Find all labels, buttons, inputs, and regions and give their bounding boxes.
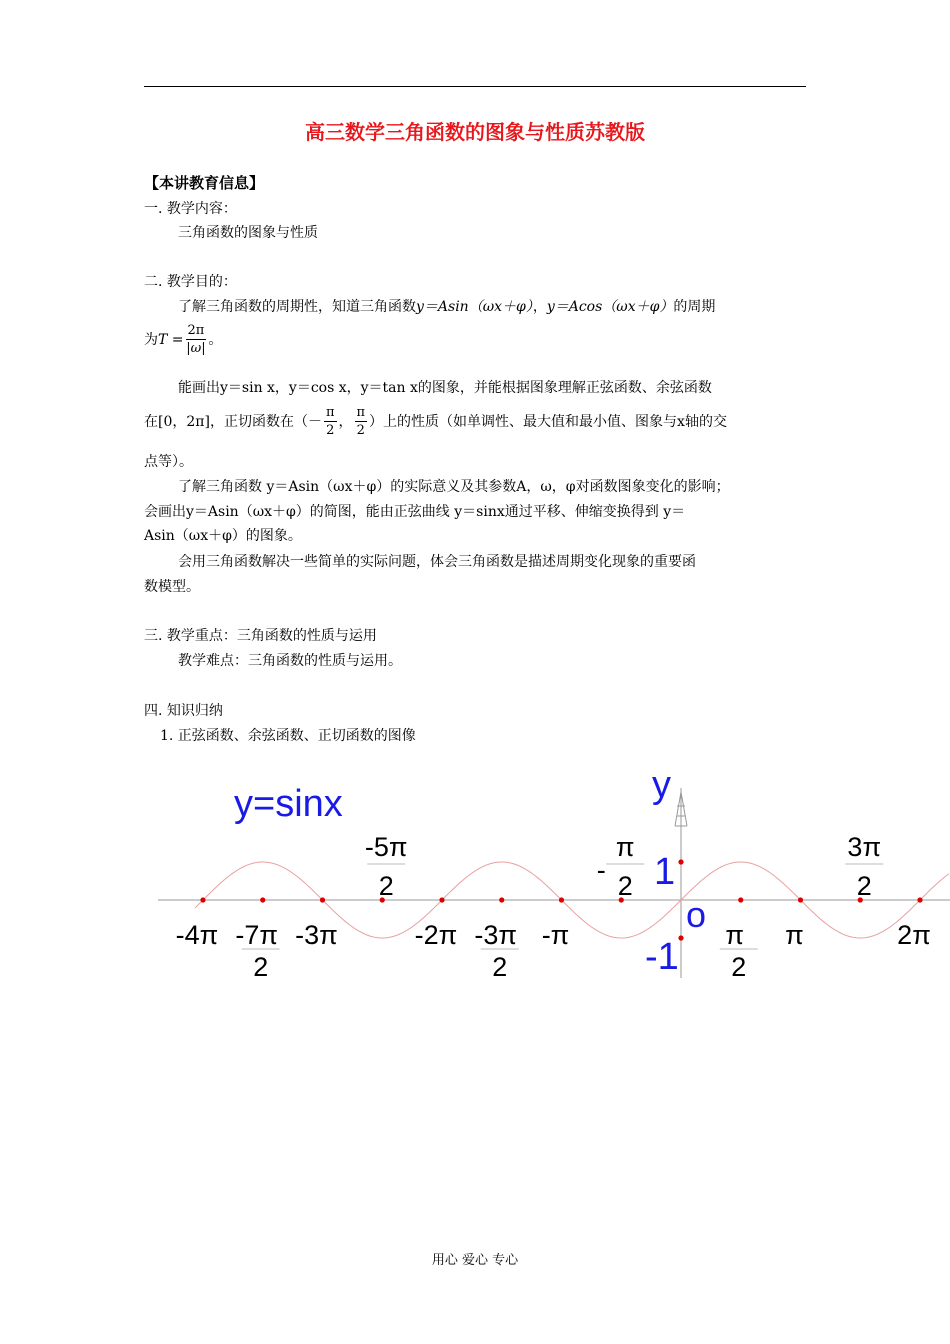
- tick-label: π: [785, 920, 804, 950]
- tick-dot: [917, 897, 922, 902]
- tick-denominator: 2: [378, 871, 394, 901]
- objective-paragraph-3a: 了解三角函数 y＝Asin（ωx＋φ）的实际意义及其参数A，ω，φ对函数图象变化的影响；: [178, 479, 730, 495]
- tick-label: -3π: [295, 920, 338, 950]
- tick-dot: [200, 897, 205, 902]
- tick-dot: [260, 897, 265, 902]
- tick-label: 3π: [847, 832, 882, 862]
- tick-label: π: [615, 832, 635, 862]
- tick-label: -2π: [414, 920, 458, 950]
- y-neg-one-label: -1: [645, 936, 679, 978]
- section-3-label: 三. 教学重点：三角函数的性质与运用: [144, 628, 377, 644]
- objective-paragraph-3b: 会画出y＝Asin（ωx＋φ）的简图，能由正弦曲线 y＝sinx通过平移、伸缩变换得到 y＝: [144, 504, 686, 520]
- tick-label: 2π: [897, 920, 931, 950]
- tick-label: -4π: [175, 920, 219, 950]
- section-3-difficulty: 教学难点：三角函数的性质与运用。: [178, 653, 402, 669]
- y-one-label: 1: [654, 851, 676, 893]
- footer-text: 用心 爱心 专心: [431, 1253, 519, 1268]
- tick-label: -5π: [364, 832, 408, 862]
- sine-graph: [0, 750, 950, 1000]
- tick-dot: [738, 897, 743, 902]
- tick-labels: [176, 832, 931, 982]
- header-rule: [144, 86, 806, 87]
- y-neg-one-dot: [678, 935, 683, 940]
- objective-paragraph-2c: 点等）。: [144, 454, 193, 470]
- period-formula-line: 为T = $\frac{2\pi}{|\omega|}$ 。: [144, 322, 223, 356]
- origin-label: o: [686, 894, 707, 935]
- objective-paragraph-4b: 数模型。: [144, 579, 200, 595]
- tick-denominator: 2: [856, 871, 872, 901]
- page-title: 高三数学三角函数的图象与性质苏教版: [305, 120, 645, 144]
- tick-label: π: [725, 920, 745, 950]
- tick-denominator: 2: [492, 952, 508, 982]
- neg-half-pi-fraction: $\frac{\pi}{2}$: [325, 404, 335, 438]
- section-4-item-1: 1. 正弦函数、余弦函数、正切函数的图像: [160, 728, 416, 744]
- section-1-label: 一. 教学内容：: [144, 201, 237, 217]
- tick-label: -7π: [235, 920, 279, 950]
- section-1-body: 三角函数的图象与性质: [178, 225, 318, 241]
- y-one-dot: [678, 859, 683, 864]
- objective-paragraph-1: 了解三角函数的周期性，知道三角函数y＝Asin（ωx＋φ），y＝Acos（ωx＋φ）的周期: [178, 299, 716, 315]
- objective-paragraph-3c: Asin（ωx＋φ）的图象。: [144, 528, 302, 544]
- tick-dot: [320, 897, 325, 902]
- tick-dot: [499, 897, 504, 902]
- y-axis-label: y: [652, 764, 671, 806]
- tick-dot: [798, 897, 803, 902]
- objective-paragraph-2a: 能画出y＝sin x，y＝cos x，y＝tan x的图象，并能根据图象理解正弦函数、余弦函数: [178, 380, 712, 396]
- tick-label: -π: [541, 920, 570, 950]
- tick-denominator: 2: [731, 952, 747, 982]
- objective-paragraph-4a: 会用三角函数解决一些简单的实际问题，体会三角函数是描述周期变化现象的重要函: [178, 554, 696, 570]
- tick-sign: -: [596, 855, 606, 885]
- tick-dot: [559, 897, 564, 902]
- function-label: y=sinx: [234, 783, 343, 825]
- objective-paragraph-2b: 在[0，2π]，正切函数在（－ $\frac{\pi}{2}$ ， $\frac{\pi}{2}$ ）上的性质（如单调性、最大值和最小值、图象与x轴的交: [144, 404, 727, 438]
- tick-dot: [439, 897, 444, 902]
- section-2-label: 二. 教学目的：: [144, 274, 237, 290]
- period-fraction: $\frac{2\pi}{|\omega|}$: [186, 322, 206, 356]
- tick-denominator: 2: [617, 871, 633, 901]
- tick-denominator: 2: [253, 952, 269, 982]
- half-pi-fraction: $\frac{\pi}{2}$: [356, 404, 366, 438]
- section-heading: 【本讲教育信息】: [144, 174, 265, 192]
- tick-label: -3π: [474, 920, 518, 950]
- section-4-label: 四. 知识归纳: [144, 703, 223, 719]
